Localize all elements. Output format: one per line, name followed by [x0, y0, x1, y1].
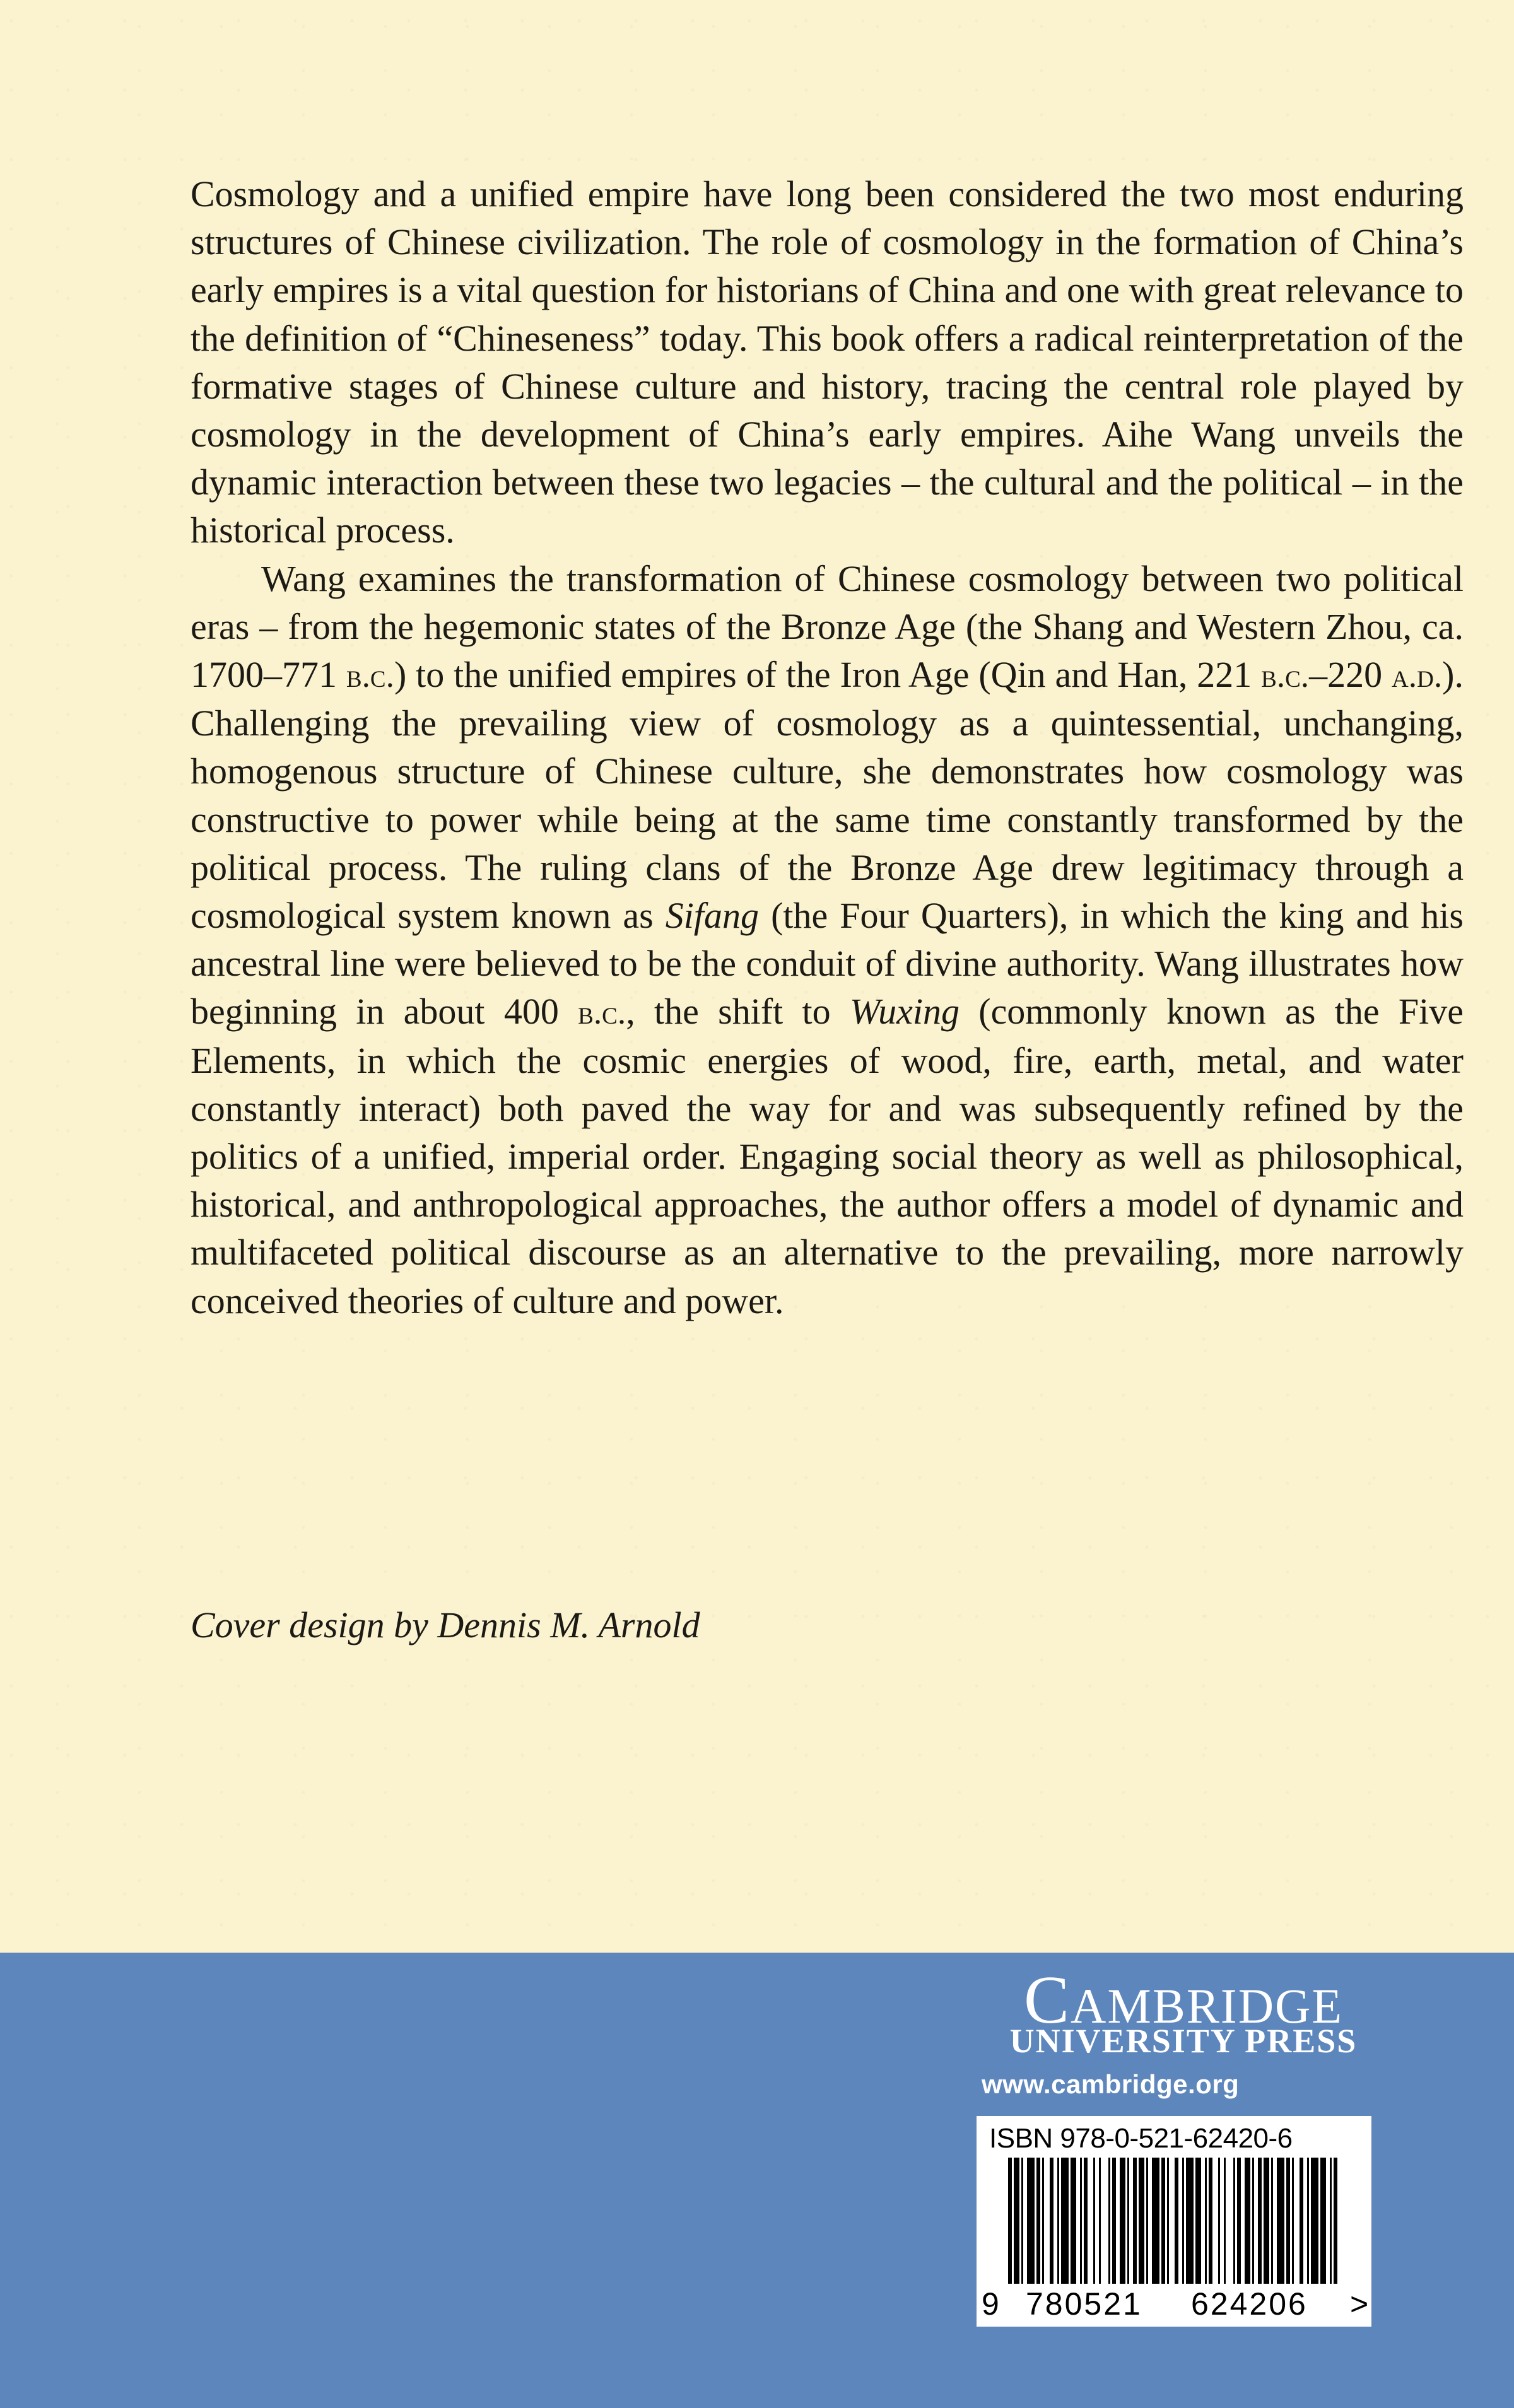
barcode-bar — [1152, 2158, 1159, 2284]
barcode-bar — [1112, 2158, 1116, 2284]
barcode-bar — [1330, 2158, 1332, 2284]
description — [191, 170, 1464, 1325]
barcode-bar — [1205, 2158, 1207, 2284]
isbn-label: ISBN 978-0-521-62420-6 — [989, 2123, 1293, 2154]
barcode-bar — [1161, 2158, 1165, 2284]
barcode-bar — [1093, 2158, 1095, 2284]
barcode-box — [977, 2116, 1371, 2327]
era-abbreviation: b.c. — [1261, 657, 1310, 695]
text-segment: Wang examines the transformation of Chinese cosmology between two political eras – from the hegemonic states of the Bronze Age (the Shang and Western Zhou, ca. 1700–771 — [191, 558, 1464, 696]
era-abbreviation: a.d. — [1392, 657, 1443, 695]
barcode-bar — [1021, 2158, 1023, 2284]
barcode-bar — [1311, 2158, 1318, 2284]
barcode-bar — [1182, 2158, 1184, 2284]
barcode-bar — [1139, 2158, 1144, 2284]
barcode-bar — [1209, 2158, 1212, 2284]
text-segment: –220 — [1309, 654, 1392, 696]
barcode-bar — [1224, 2158, 1226, 2284]
publisher-logo-rest: AMBRIDGE — [1071, 1978, 1344, 2033]
barcode-bar — [1334, 2158, 1337, 2284]
barcode-bar — [1061, 2158, 1069, 2284]
text-segment: (the Four Quarters), in which the king and his ancestral line were believed to be the conduit of divine authority. Wang illustrates how beginning in about 400 — [191, 895, 1464, 1032]
barcode-bar — [1233, 2158, 1235, 2284]
barcode-digits — [977, 2285, 1371, 2323]
description-paragraph-1: Cosmology and a unified empire have long been considered the two most enduring structures of Chinese civilization. The role of cosmology in the formation of China’s early empires is a vital question for historians of China and one with great relevance to the definition of “Chineseness” today. This book offers a radical reinterpretation of the formative stages of Chinese culture and history, tracing the central role played by cosmology in the development of China’s early empires. Aihe Wang unveils the dynamic interaction between these two legacies – the cultural and the political – in the historical process. — [191, 173, 1464, 551]
era-abbreviation: b.c. — [578, 993, 626, 1032]
barcode-bar — [1195, 2158, 1201, 2284]
barcode-bar — [1036, 2158, 1040, 2284]
barcode-arrow: > — [1350, 2286, 1369, 2322]
barcode-bar — [1300, 2158, 1303, 2284]
barcode-digits-right: 624206 — [1191, 2286, 1308, 2322]
publisher-logo-initial: C — [1023, 1963, 1071, 2038]
term-sifang: Sifang — [665, 895, 760, 937]
cover-design-credit: Cover design by Dennis M. Arnold — [191, 1604, 700, 1645]
barcode-bar — [1307, 2158, 1309, 2284]
barcode-bar — [1127, 2158, 1129, 2284]
barcode-bar — [1264, 2158, 1269, 2284]
barcode-bar — [1320, 2158, 1326, 2284]
barcode-bar — [1252, 2158, 1254, 2284]
text-segment: ). Challenging the prevailing view of cosmology as a quintessential, unchanging, homogenous structure of Chinese culture, she demonstrates how cosmology was constructive to power while being at the same time constantly transformed by the political process. The ruling clans of the Bronze Age drew legitimacy through a cosmological system known as — [191, 654, 1464, 937]
barcode-bar — [1286, 2158, 1290, 2284]
barcode-bar — [1237, 2158, 1241, 2284]
text-segment: (commonly known as the Five Elements, in which the cosmic energies of wood, fire, earth, metal, and water constantly interact) both paved the way for and was subsequently refined by the politics of a unified, imperial order. Engaging social theory as well as philosophical, historical, and anthropological approaches, the author offers a model of dynamic and multifaceted political discourse as an alternative to the prevailing, more narrowly conceived theories of culture and power. — [191, 991, 1464, 1321]
barcode-bar — [1027, 2158, 1035, 2284]
barcode-bar — [1292, 2158, 1294, 2284]
barcode-bar — [1175, 2158, 1178, 2284]
era-abbreviation: b.c. — [346, 657, 394, 695]
publisher-subtitle: UNIVERSITY PRESS — [1009, 2022, 1358, 2060]
barcode-digits-left: 780521 — [1026, 2286, 1142, 2322]
barcode-bar — [1042, 2158, 1044, 2284]
barcode-bar — [1099, 2158, 1101, 2284]
barcode-bar — [1080, 2158, 1082, 2284]
description-paragraph-2 — [191, 555, 1464, 1325]
barcode-bar — [1218, 2158, 1220, 2284]
barcode-bar — [1146, 2158, 1148, 2284]
barcode-bar — [1050, 2158, 1053, 2284]
barcode-icon — [1008, 2158, 1340, 2284]
barcode-bar — [1167, 2158, 1169, 2284]
barcode-bar — [1258, 2158, 1262, 2284]
barcode-bar — [1008, 2158, 1012, 2284]
barcode-bar — [1108, 2158, 1110, 2284]
barcode-bar — [1014, 2158, 1019, 2284]
barcode-digit-first: 9 — [982, 2286, 999, 2322]
barcode-bar — [1084, 2158, 1088, 2284]
text-segment: , the shift to — [626, 991, 850, 1032]
term-wuxing: Wuxing — [849, 991, 959, 1032]
barcode-bar — [1071, 2158, 1076, 2284]
barcode-bar — [1245, 2158, 1250, 2284]
barcode-bar — [1133, 2158, 1137, 2284]
barcode-bar — [1277, 2158, 1284, 2284]
text-segment: ) to the unified empires of the Iron Age (Qin and Han, 221 — [394, 654, 1262, 696]
barcode-bar — [1186, 2158, 1194, 2284]
barcode-bar — [1120, 2158, 1125, 2284]
publisher-url: www.cambridge.org — [982, 2069, 1240, 2099]
barcode-bar — [1057, 2158, 1059, 2284]
barcode-bar — [1271, 2158, 1273, 2284]
